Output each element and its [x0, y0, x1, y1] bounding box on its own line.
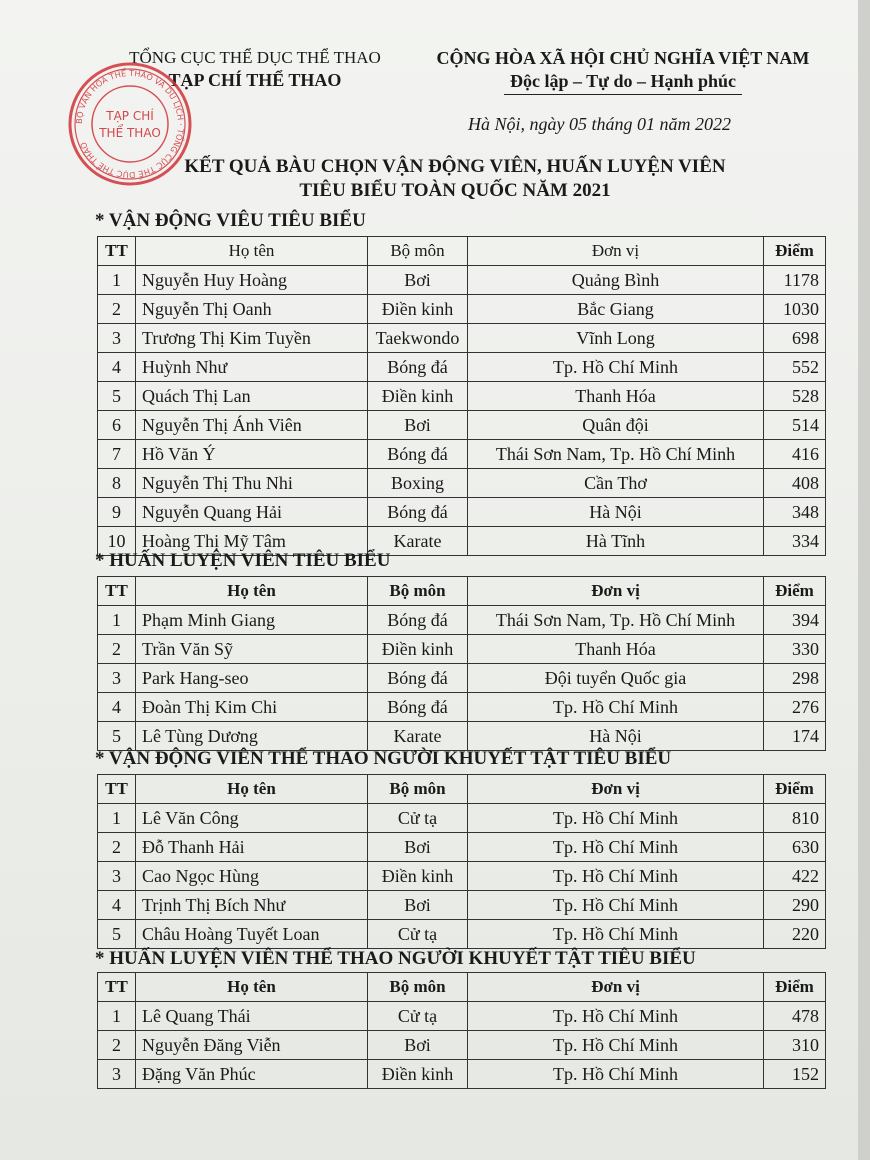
cell-unit: Tp. Hồ Chí Minh — [468, 693, 764, 722]
cell-sport: Bơi — [368, 891, 468, 920]
table-row — [98, 411, 826, 440]
table-row — [98, 606, 826, 635]
stamp-ring-text: BỘ VĂN HÓA THỂ THAO VÀ DU LỊCH · TỔNG CỤC THỂ DỤC THỂ THAO — [73, 67, 187, 181]
agency-name: TỔNG CỤC THỂ DỤC THỂ THAO — [129, 48, 381, 67]
cell-sport: Bóng đá — [368, 693, 468, 722]
cell-sport: Boxing — [368, 469, 468, 498]
cell-sport: Cử tạ — [368, 804, 468, 833]
table-row — [98, 664, 826, 693]
cell-rank: 10 — [98, 527, 136, 556]
stamp-text-line2: THỂ THAO — [99, 126, 161, 140]
header-tt: TT — [98, 973, 136, 1002]
cell-sport: Điền kinh — [368, 1060, 468, 1089]
cell-points: 422 — [764, 862, 826, 891]
table-header-row — [98, 775, 826, 804]
cell-unit: Tp. Hồ Chí Minh — [468, 804, 764, 833]
cell-name: Nguyễn Huy Hoàng — [136, 266, 368, 295]
cell-points: 1178 — [764, 266, 826, 295]
cell-points: 310 — [764, 1031, 826, 1060]
cell-unit: Đội tuyển Quốc gia — [468, 664, 764, 693]
cell-points: 416 — [764, 440, 826, 469]
cell-unit: Vĩnh Long — [468, 324, 764, 353]
national-header — [428, 47, 818, 95]
cell-name: Trần Văn Sỹ — [136, 635, 368, 664]
cell-sport: Taekwondo — [368, 324, 468, 353]
cell-rank: 9 — [98, 498, 136, 527]
cell-name: Nguyễn Đăng Viễn — [136, 1031, 368, 1060]
cell-sport: Điền kinh — [368, 382, 468, 411]
cell-unit: Quân đội — [468, 411, 764, 440]
cell-points: 276 — [764, 693, 826, 722]
table-row — [98, 862, 826, 891]
header-unit: Đơn vị — [468, 775, 764, 804]
cell-points: 1030 — [764, 295, 826, 324]
cell-sport: Bóng đá — [368, 353, 468, 382]
table-row — [98, 1002, 826, 1031]
cell-name: Đặng Văn Phúc — [136, 1060, 368, 1089]
cell-sport: Điền kinh — [368, 862, 468, 891]
header-tt: TT — [98, 775, 136, 804]
cell-unit: Tp. Hồ Chí Minh — [468, 1002, 764, 1031]
cell-points: 298 — [764, 664, 826, 693]
cell-points: 810 — [764, 804, 826, 833]
header-points: Điểm — [764, 577, 826, 606]
stamp-text-line1: TẠP CHÍ — [106, 109, 154, 123]
cell-rank: 4 — [98, 693, 136, 722]
cell-sport: Karate — [368, 527, 468, 556]
header-sport: Bộ môn — [368, 237, 468, 266]
cell-name: Lê Văn Công — [136, 804, 368, 833]
cell-unit: Tp. Hồ Chí Minh — [468, 1031, 764, 1060]
cell-unit: Hà Tĩnh — [468, 527, 764, 556]
cell-points: 334 — [764, 527, 826, 556]
table-header-row — [98, 973, 826, 1002]
cell-sport: Bơi — [368, 1031, 468, 1060]
cell-rank: 4 — [98, 353, 136, 382]
table-row — [98, 1031, 826, 1060]
cell-sport: Karate — [368, 722, 468, 751]
table-row — [98, 353, 826, 382]
cell-unit: Cần Thơ — [468, 469, 764, 498]
cell-points: 152 — [764, 1060, 826, 1089]
table-para-coaches — [97, 972, 826, 1089]
cell-unit: Tp. Hồ Chí Minh — [468, 353, 764, 382]
nation-name: CỘNG HÒA XÃ HỘI CHỦ NGHĨA VIỆT NAM — [436, 48, 810, 68]
cell-sport: Bơi — [368, 266, 468, 295]
cell-unit: Hà Nội — [468, 498, 764, 527]
cell-unit: Hà Nội — [468, 722, 764, 751]
header-unit: Đơn vị — [468, 237, 764, 266]
cell-sport: Cử tạ — [368, 1002, 468, 1031]
cell-rank: 3 — [98, 1060, 136, 1089]
cell-unit: Bắc Giang — [468, 295, 764, 324]
table-row — [98, 833, 826, 862]
table-row — [98, 1060, 826, 1089]
title-line-2: TIÊU BIỂU TOÀN QUỐC NĂM 2021 — [299, 180, 611, 201]
cell-rank: 2 — [98, 1031, 136, 1060]
cell-rank: 3 — [98, 324, 136, 353]
table-row — [98, 440, 826, 469]
cell-name: Park Hang-seo — [136, 664, 368, 693]
cell-sport: Điền kinh — [368, 635, 468, 664]
cell-name: Huỳnh Như — [136, 353, 368, 382]
cell-name: Hồ Văn Ý — [136, 440, 368, 469]
cell-sport: Bóng đá — [368, 440, 468, 469]
cell-rank: 1 — [98, 1002, 136, 1031]
cell-unit: Tp. Hồ Chí Minh — [468, 1060, 764, 1089]
cell-name: Phạm Minh Giang — [136, 606, 368, 635]
cell-points: 528 — [764, 382, 826, 411]
cell-points: 630 — [764, 833, 826, 862]
cell-rank: 2 — [98, 635, 136, 664]
cell-points: 330 — [764, 635, 826, 664]
header-unit: Đơn vị — [468, 973, 764, 1002]
table-athletes — [97, 236, 826, 556]
header-points: Điểm — [764, 775, 826, 804]
header-unit: Đơn vị — [468, 577, 764, 606]
cell-unit: Tp. Hồ Chí Minh — [468, 833, 764, 862]
cell-rank: 2 — [98, 295, 136, 324]
cell-points: 698 — [764, 324, 826, 353]
table-coaches — [97, 576, 826, 751]
cell-name: Nguyễn Thị Thu Nhi — [136, 469, 368, 498]
header-name: Họ tên — [136, 577, 368, 606]
section-title-para-coaches: * HUẤN LUYỆN VIÊN THỂ THAO NGƯỜI KHUYẾT TẬT TIÊU BIỂU — [95, 948, 696, 969]
cell-rank: 3 — [98, 664, 136, 693]
issue-date: Hà Nội, ngày 05 tháng 01 năm 2022 — [468, 114, 731, 134]
header-tt: TT — [98, 237, 136, 266]
organization-name: TẠP CHÍ THỂ THAO — [168, 70, 342, 90]
cell-sport: Cử tạ — [368, 920, 468, 949]
cell-points: 514 — [764, 411, 826, 440]
cell-sport: Bóng đá — [368, 606, 468, 635]
table-row — [98, 469, 826, 498]
cell-sport: Bóng đá — [368, 498, 468, 527]
cell-name: Châu Hoàng Tuyết Loan — [136, 920, 368, 949]
cell-rank: 6 — [98, 411, 136, 440]
cell-unit: Tp. Hồ Chí Minh — [468, 862, 764, 891]
section-title-athletes: * VẬN ĐỘNG VIÊU TIÊU BIỂU — [95, 210, 366, 231]
header-sport: Bộ môn — [368, 973, 468, 1002]
table-row — [98, 693, 826, 722]
cell-rank: 2 — [98, 833, 136, 862]
cell-name: Đỗ Thanh Hải — [136, 833, 368, 862]
cell-points: 348 — [764, 498, 826, 527]
cell-points: 408 — [764, 469, 826, 498]
cell-points: 394 — [764, 606, 826, 635]
cell-name: Lê Tùng Dương — [136, 722, 368, 751]
cell-rank: 5 — [98, 920, 136, 949]
header-name: Họ tên — [136, 775, 368, 804]
cell-name: Nguyễn Thị Oanh — [136, 295, 368, 324]
table-row — [98, 722, 826, 751]
cell-rank: 1 — [98, 266, 136, 295]
table-header-row — [98, 577, 826, 606]
cell-points: 174 — [764, 722, 826, 751]
header-sport: Bộ môn — [368, 775, 468, 804]
table-row — [98, 920, 826, 949]
document-title — [100, 155, 810, 203]
cell-points: 478 — [764, 1002, 826, 1031]
cell-name: Quách Thị Lan — [136, 382, 368, 411]
cell-points: 220 — [764, 920, 826, 949]
cell-name: Trịnh Thị Bích Như — [136, 891, 368, 920]
table-row — [98, 635, 826, 664]
national-motto: Độc lập – Tự do – Hạnh phúc — [504, 70, 742, 95]
header-sport: Bộ môn — [368, 577, 468, 606]
header-points: Điểm — [764, 237, 826, 266]
cell-rank: 5 — [98, 382, 136, 411]
title-line-1: KẾT QUẢ BÀU CHỌN VẬN ĐỘNG VIÊN, HUẤN LUYỆN VIÊN — [184, 156, 726, 177]
table-row — [98, 324, 826, 353]
cell-rank: 8 — [98, 469, 136, 498]
cell-name: Hoàng Thị Mỹ Tâm — [136, 527, 368, 556]
cell-points: 290 — [764, 891, 826, 920]
cell-rank: 1 — [98, 606, 136, 635]
header-name: Họ tên — [136, 237, 368, 266]
cell-unit: Thái Sơn Nam, Tp. Hồ Chí Minh — [468, 606, 764, 635]
cell-name: Đoàn Thị Kim Chi — [136, 693, 368, 722]
cell-rank: 1 — [98, 804, 136, 833]
table-row — [98, 266, 826, 295]
table-row — [98, 804, 826, 833]
cell-sport: Điền kinh — [368, 295, 468, 324]
header-points: Điểm — [764, 973, 826, 1002]
section-title-coaches: * HUẤN LUYỆN VIÊN TIÊU BIỂU — [95, 550, 391, 571]
table-row — [98, 891, 826, 920]
cell-unit: Tp. Hồ Chí Minh — [468, 891, 764, 920]
header-name: Họ tên — [136, 973, 368, 1002]
cell-name: Nguyễn Thị Ánh Viên — [136, 411, 368, 440]
cell-rank: 3 — [98, 862, 136, 891]
cell-sport: Bóng đá — [368, 664, 468, 693]
cell-rank: 7 — [98, 440, 136, 469]
cell-points: 552 — [764, 353, 826, 382]
cell-sport: Bơi — [368, 833, 468, 862]
table-row — [98, 295, 826, 324]
section-title-para-athletes: * VẬN ĐỘNG VIÊN THỂ THAO NGƯỜI KHUYẾT TẬT TIÊU BIỂU — [95, 748, 672, 769]
cell-name: Trương Thị Kim Tuyền — [136, 324, 368, 353]
cell-unit: Quảng Bình — [468, 266, 764, 295]
table-para-athletes — [97, 774, 826, 949]
cell-unit: Thái Sơn Nam, Tp. Hồ Chí Minh — [468, 440, 764, 469]
cell-rank: 4 — [98, 891, 136, 920]
cell-name: Nguyễn Quang Hải — [136, 498, 368, 527]
table-row — [98, 382, 826, 411]
table-row — [98, 498, 826, 527]
cell-unit: Thanh Hóa — [468, 382, 764, 411]
header-tt: TT — [98, 577, 136, 606]
table-header-row — [98, 237, 826, 266]
cell-name: Lê Quang Thái — [136, 1002, 368, 1031]
cell-unit: Thanh Hóa — [468, 635, 764, 664]
cell-sport: Bơi — [368, 411, 468, 440]
cell-rank: 5 — [98, 722, 136, 751]
cell-name: Cao Ngọc Hùng — [136, 862, 368, 891]
cell-unit: Tp. Hồ Chí Minh — [468, 920, 764, 949]
